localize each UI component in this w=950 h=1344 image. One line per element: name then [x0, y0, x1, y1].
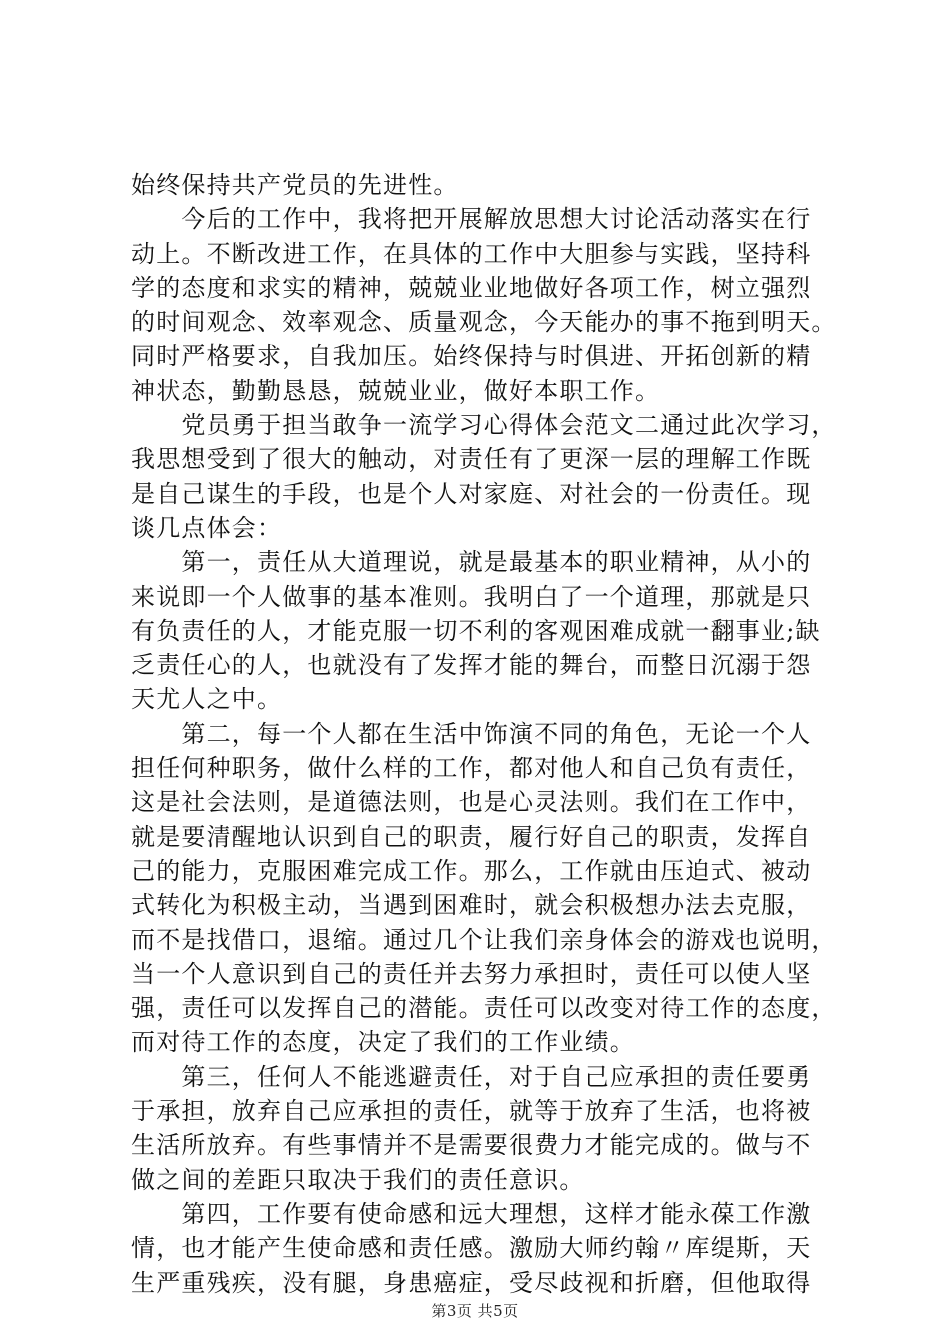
text-line: 学的态度和求实的精神，兢兢业业地做好各项工作，树立强烈	[131, 273, 812, 302]
document-body	[131, 168, 837, 1300]
text-line: 今后的工作中，我将把开展解放思想大讨论活动落实在行	[131, 205, 812, 234]
text-line: 第一，责任从大道理说，就是最基本的职业精神，从小的	[131, 548, 812, 577]
text-line: 当一个人意识到自己的责任并去努力承担时，责任可以使人坚	[131, 959, 812, 988]
text-line: 来说即一个人做事的基本准则。我明白了一个道理，那就是只	[131, 582, 812, 611]
text-line: 就是要清醒地认识到自己的职责，履行好自己的职责，发挥自	[131, 822, 812, 851]
text-line: 式转化为积极主动，当遇到困难时，就会积极想办法去克服，	[131, 891, 812, 920]
text-line: 动上。不断改进工作，在具体的工作中大胆参与实践，坚持科	[131, 239, 812, 268]
text-line: 强，责任可以发挥自己的潜能。责任可以改变对待工作的态度，	[131, 994, 837, 1023]
text-line: 的时间观念、效率观念、质量观念，今天能办的事不拖到明天。	[131, 308, 837, 337]
page-number-footer: 第3页 共5页	[431, 1302, 519, 1320]
text-line: 担任何种职务，做什么样的工作，都对他人和自己负有责任，	[131, 754, 812, 783]
text-line: 第四，工作要有使命感和远大理想，这样才能永葆工作激	[131, 1199, 812, 1228]
text-line: 生严重残疾，没有腿，身患癌症，受尽歧视和折磨，但他取得	[131, 1268, 812, 1297]
text-line: 第三，任何人不能逃避责任，对于自己应承担的责任要勇	[131, 1062, 812, 1091]
text-line: 我思想受到了很大的触动，对责任有了更深一层的理解工作既	[131, 445, 812, 474]
text-line: 而对待工作的态度，决定了我们的工作业绩。	[131, 1028, 635, 1057]
text-line: 始终保持共产党员的先进性。	[131, 171, 459, 199]
text-line: 己的能力，克服困难完成工作。那么，工作就由压迫式、被动	[131, 856, 812, 885]
text-line: 乏责任心的人，也就没有了发挥才能的舞台，而整日沉溺于怨	[131, 651, 812, 680]
text-line: 天尤人之中。	[131, 685, 283, 714]
text-line: 于承担，放弃自己应承担的责任，就等于放弃了生活，也将被	[131, 1097, 812, 1126]
text-line: 同时严格要求，自我加压。始终保持与时俱进、开拓创新的精	[131, 342, 812, 371]
text-line: 有负责任的人，才能克服一切不利的客观困难成就一翻事业;缺	[131, 616, 821, 645]
text-line: 是自己谋生的手段，也是个人对家庭、对社会的一份责任。现	[131, 479, 812, 508]
text-line: 做之间的差距只取决于我们的责任意识。	[131, 1165, 585, 1194]
text-line: 而不是找借口，退缩。通过几个让我们亲身体会的游戏也说明，	[131, 925, 837, 954]
text-line: 神状态，勤勤恳恳，兢兢业业，做好本职工作。	[131, 376, 661, 405]
text-line: 谈几点体会：	[131, 513, 283, 542]
text-line: 党员勇于担当敢争一流学习心得体会范文二通过此次学习，	[131, 411, 837, 440]
text-line: 这是社会法则，是道德法则，也是心灵法则。我们在工作中，	[131, 788, 812, 817]
text-line: 第二，每一个人都在生活中饰演不同的角色，无论一个人	[131, 719, 812, 748]
text-line: 情，也才能产生使命感和责任感。激励大师约翰〃库缇斯，天	[131, 1234, 812, 1263]
text-line: 生活所放弃。有些事情并不是需要很费力才能完成的。做与不	[131, 1131, 812, 1160]
